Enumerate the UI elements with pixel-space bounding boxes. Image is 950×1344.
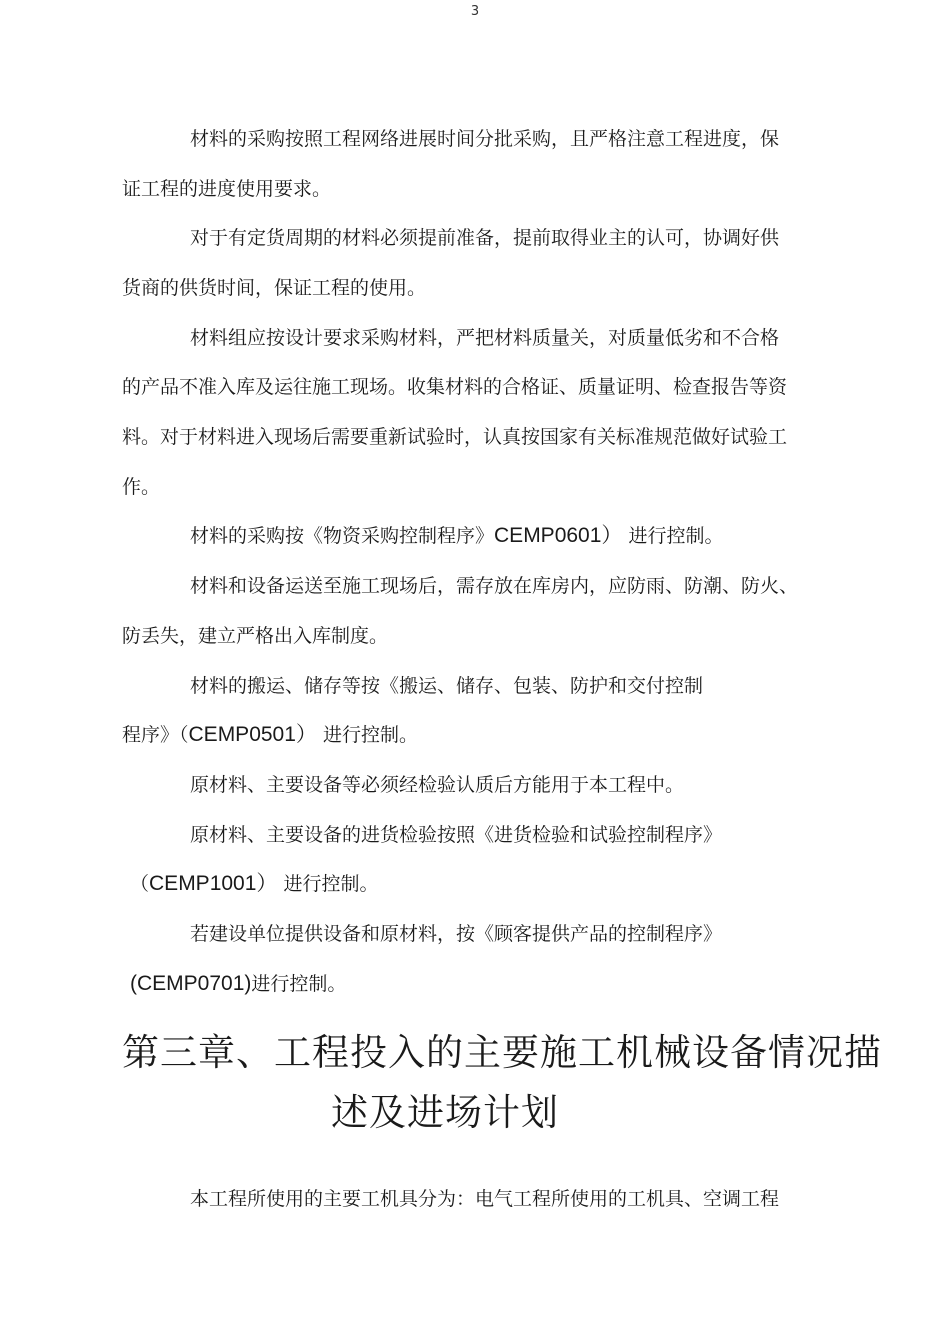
paragraph-line	[122, 723, 418, 747]
line-text: 进行控制。	[316, 724, 418, 746]
paragraph-line: 本工程所使用的主要工机具分为：电气工程所使用的工机具、空调工程	[190, 1188, 780, 1210]
paragraph-line: 原材料、主要设备的进货检验按照《进货检验和试验控制程序》	[190, 824, 723, 846]
paragraph-line: 的产品不准入库及运往施工现场。收集材料的合格证、质量证明、检查报告等资	[122, 376, 788, 398]
line-text: 进行控制。	[277, 873, 379, 895]
procedure-code: (CEMP0701)	[130, 972, 252, 995]
paragraph-line: 货商的供货时间，保证工程的使用。	[122, 277, 427, 299]
procedure-code: CEMP1001）	[149, 872, 278, 895]
paragraph-line: 对于有定货周期的材料必须提前准备，提前取得业主的认可，协调好供	[190, 227, 780, 249]
paragraph-line: 材料的采购按照工程网络进展时间分批采购，且严格注意工程进度，保	[190, 128, 780, 150]
page-number: 3	[470, 4, 480, 19]
line-text: 程序》（	[122, 724, 189, 746]
procedure-code: CEMP0601）	[494, 524, 623, 547]
paragraph-line: 材料的搬运、储存等按《搬运、储存、包装、防护和交付控制	[190, 675, 704, 697]
line-text: 进行控制。	[251, 973, 347, 995]
paragraph-line: 原材料、主要设备等必须经检验认质后方能用于本工程中。	[190, 774, 685, 796]
paragraph-line	[130, 872, 378, 896]
paragraph-line: 若建设单位提供设备和原材料，按《顾客提供产品的控制程序》	[190, 923, 723, 945]
chapter-heading: 第三章、工程投入的主要施工机械设备情况描	[122, 1031, 882, 1074]
paragraph-line: 作。	[122, 476, 161, 498]
line-text: 进行控制。	[622, 525, 724, 547]
procedure-code: CEMP0501）	[188, 723, 317, 746]
paragraph-line: 材料组应按设计要求采购材料，严把材料质量关，对质量低劣和不合格	[190, 327, 780, 349]
line-text: 材料的采购按《物资采购控制程序》	[190, 525, 495, 547]
paragraph-line: 料。对于材料进入现场后需要重新试验时，认真按国家有关标准规范做好试验工	[122, 426, 788, 448]
paragraph-line: 证工程的进度使用要求。	[122, 178, 332, 200]
paragraph-line	[130, 972, 346, 996]
paragraph-line	[190, 524, 723, 548]
paragraph-line: 防丢失，建立严格出入库制度。	[122, 625, 389, 647]
line-text: （	[130, 873, 150, 895]
chapter-heading-continued: 述及进场计划	[331, 1091, 559, 1134]
paragraph-line: 材料和设备运送至施工现场后，需存放在库房内，应防雨、防潮、防火、	[190, 575, 799, 597]
